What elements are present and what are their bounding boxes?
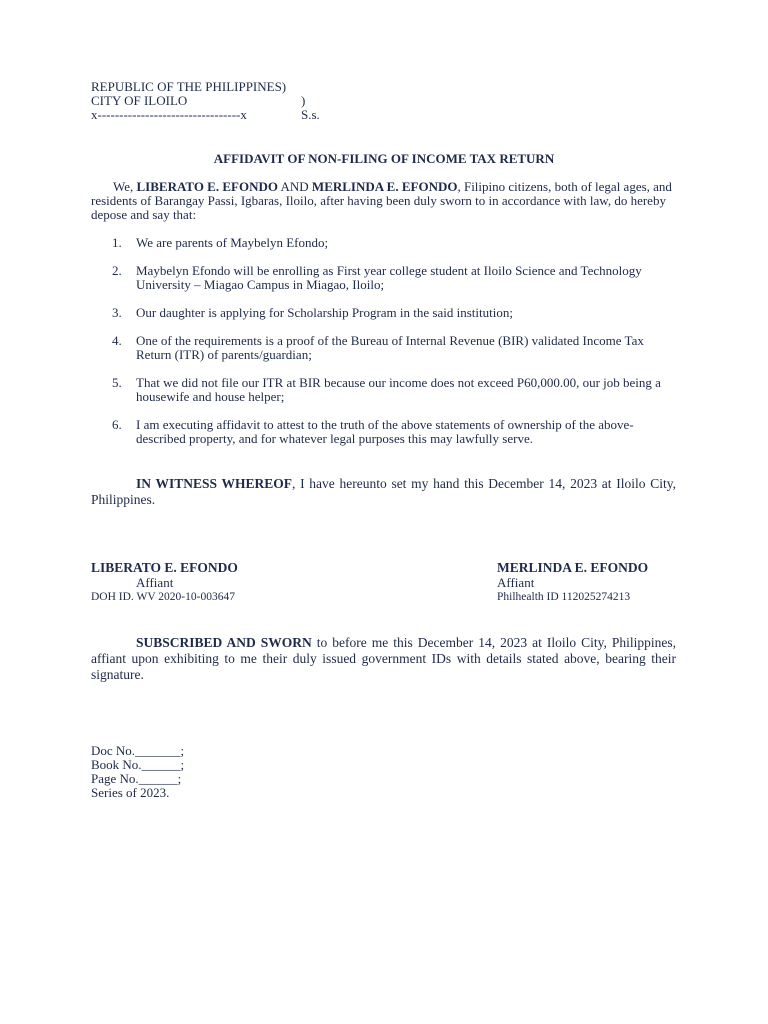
list-item-number: 6. xyxy=(112,417,122,432)
statement-list xyxy=(91,236,676,460)
document-title: AFFIDAVIT OF NON-FILING OF INCOME TAX RETURN xyxy=(213,151,555,166)
list-item xyxy=(91,236,676,250)
intro-lead: We, xyxy=(113,179,137,194)
list-item-number: 5. xyxy=(112,375,122,390)
list-item xyxy=(91,418,676,446)
venue-separator: x---------------------------------x xyxy=(91,107,247,122)
venue-ss: ) S.s. xyxy=(301,93,320,122)
book-no: Book No.______; xyxy=(91,757,185,772)
jurat-paragraph xyxy=(91,635,676,683)
series: Series of 2023. xyxy=(91,785,170,800)
doc-no: Doc No._______; xyxy=(91,743,185,758)
list-item-text: Our daughter is applying for Scholarship Program in the said institution; xyxy=(136,305,513,320)
intro-name-2: MERLINDA E. EFONDO xyxy=(311,179,458,194)
venue-block xyxy=(91,79,320,122)
affiant-signature-block xyxy=(91,561,238,604)
jurat-rest: to before me this December 14, 2023 at Iloilo City, Philippines, affiant upon exhibiting to me their duly issued government IDs with details stated above, bearing their signature. xyxy=(91,635,676,682)
list-item-text: We are parents of Maybelyn Efondo; xyxy=(136,235,329,250)
affiant-name: MERLINDA E. EFONDO xyxy=(497,560,649,575)
list-item-number: 3. xyxy=(112,305,122,320)
intro-rest: , Filipino citizens, both of legal ages, and residents of Barangay Passi, Igbaras, Iloilo, after having been duly sworn to in accordance with law, do hereby depose and say that: xyxy=(91,179,672,222)
affiant-id: Philhealth ID 112025274213 xyxy=(497,591,631,603)
venue-republic: REPUBLIC OF THE PHILIPPINES) xyxy=(91,79,287,94)
notarial-register xyxy=(91,744,184,800)
page-no: Page No.______; xyxy=(91,771,182,786)
jurat-bold: SUBSCRIBED AND SWORN xyxy=(136,635,312,650)
affiant-name: LIBERATO E. EFONDO xyxy=(91,560,238,575)
list-item xyxy=(91,376,676,404)
list-item-text: That we did not file our ITR at BIR because our income does not exceed P60,000.00, our job being a housewife and house helper; xyxy=(136,375,661,404)
list-item-text: Maybelyn Efondo will be enrolling as First year college student at Iloilo Science and Technology University – Miagao Campus in Miagao, Iloilo; xyxy=(136,263,642,292)
list-item xyxy=(91,306,676,320)
affiant-signature-block xyxy=(497,561,648,604)
list-item xyxy=(91,334,676,362)
list-item-number: 1. xyxy=(112,235,122,250)
affiant-id: DOH ID. WV 2020-10-003647 xyxy=(91,591,235,603)
intro-and: AND xyxy=(277,179,312,194)
intro-name-1: LIBERATO E. EFONDO xyxy=(136,179,278,194)
list-item-number: 2. xyxy=(112,263,122,278)
list-item xyxy=(91,264,676,292)
witness-bold: IN WITNESS WHEREOF xyxy=(136,476,292,491)
intro-paragraph xyxy=(91,180,676,222)
list-item-text: I am executing affidavit to attest to the truth of the above statements of ownership of the above-described property, and for whatever legal purposes this may lawfully serve. xyxy=(136,417,634,446)
affiant-role: Affiant xyxy=(497,575,535,590)
witness-rest: , I have hereunto set my hand this December 14, 2023 at Iloilo City, Philippines. xyxy=(91,476,676,507)
venue-city: CITY OF ILOILO xyxy=(91,93,188,108)
affiant-role: Affiant xyxy=(136,575,174,590)
list-item-text: One of the requirements is a proof of the Bureau of Internal Revenue (BIR) validated Income Tax Return (ITR) of parents/guardian; xyxy=(136,333,644,362)
list-item-number: 4. xyxy=(112,333,122,348)
witness-paragraph xyxy=(91,476,676,508)
